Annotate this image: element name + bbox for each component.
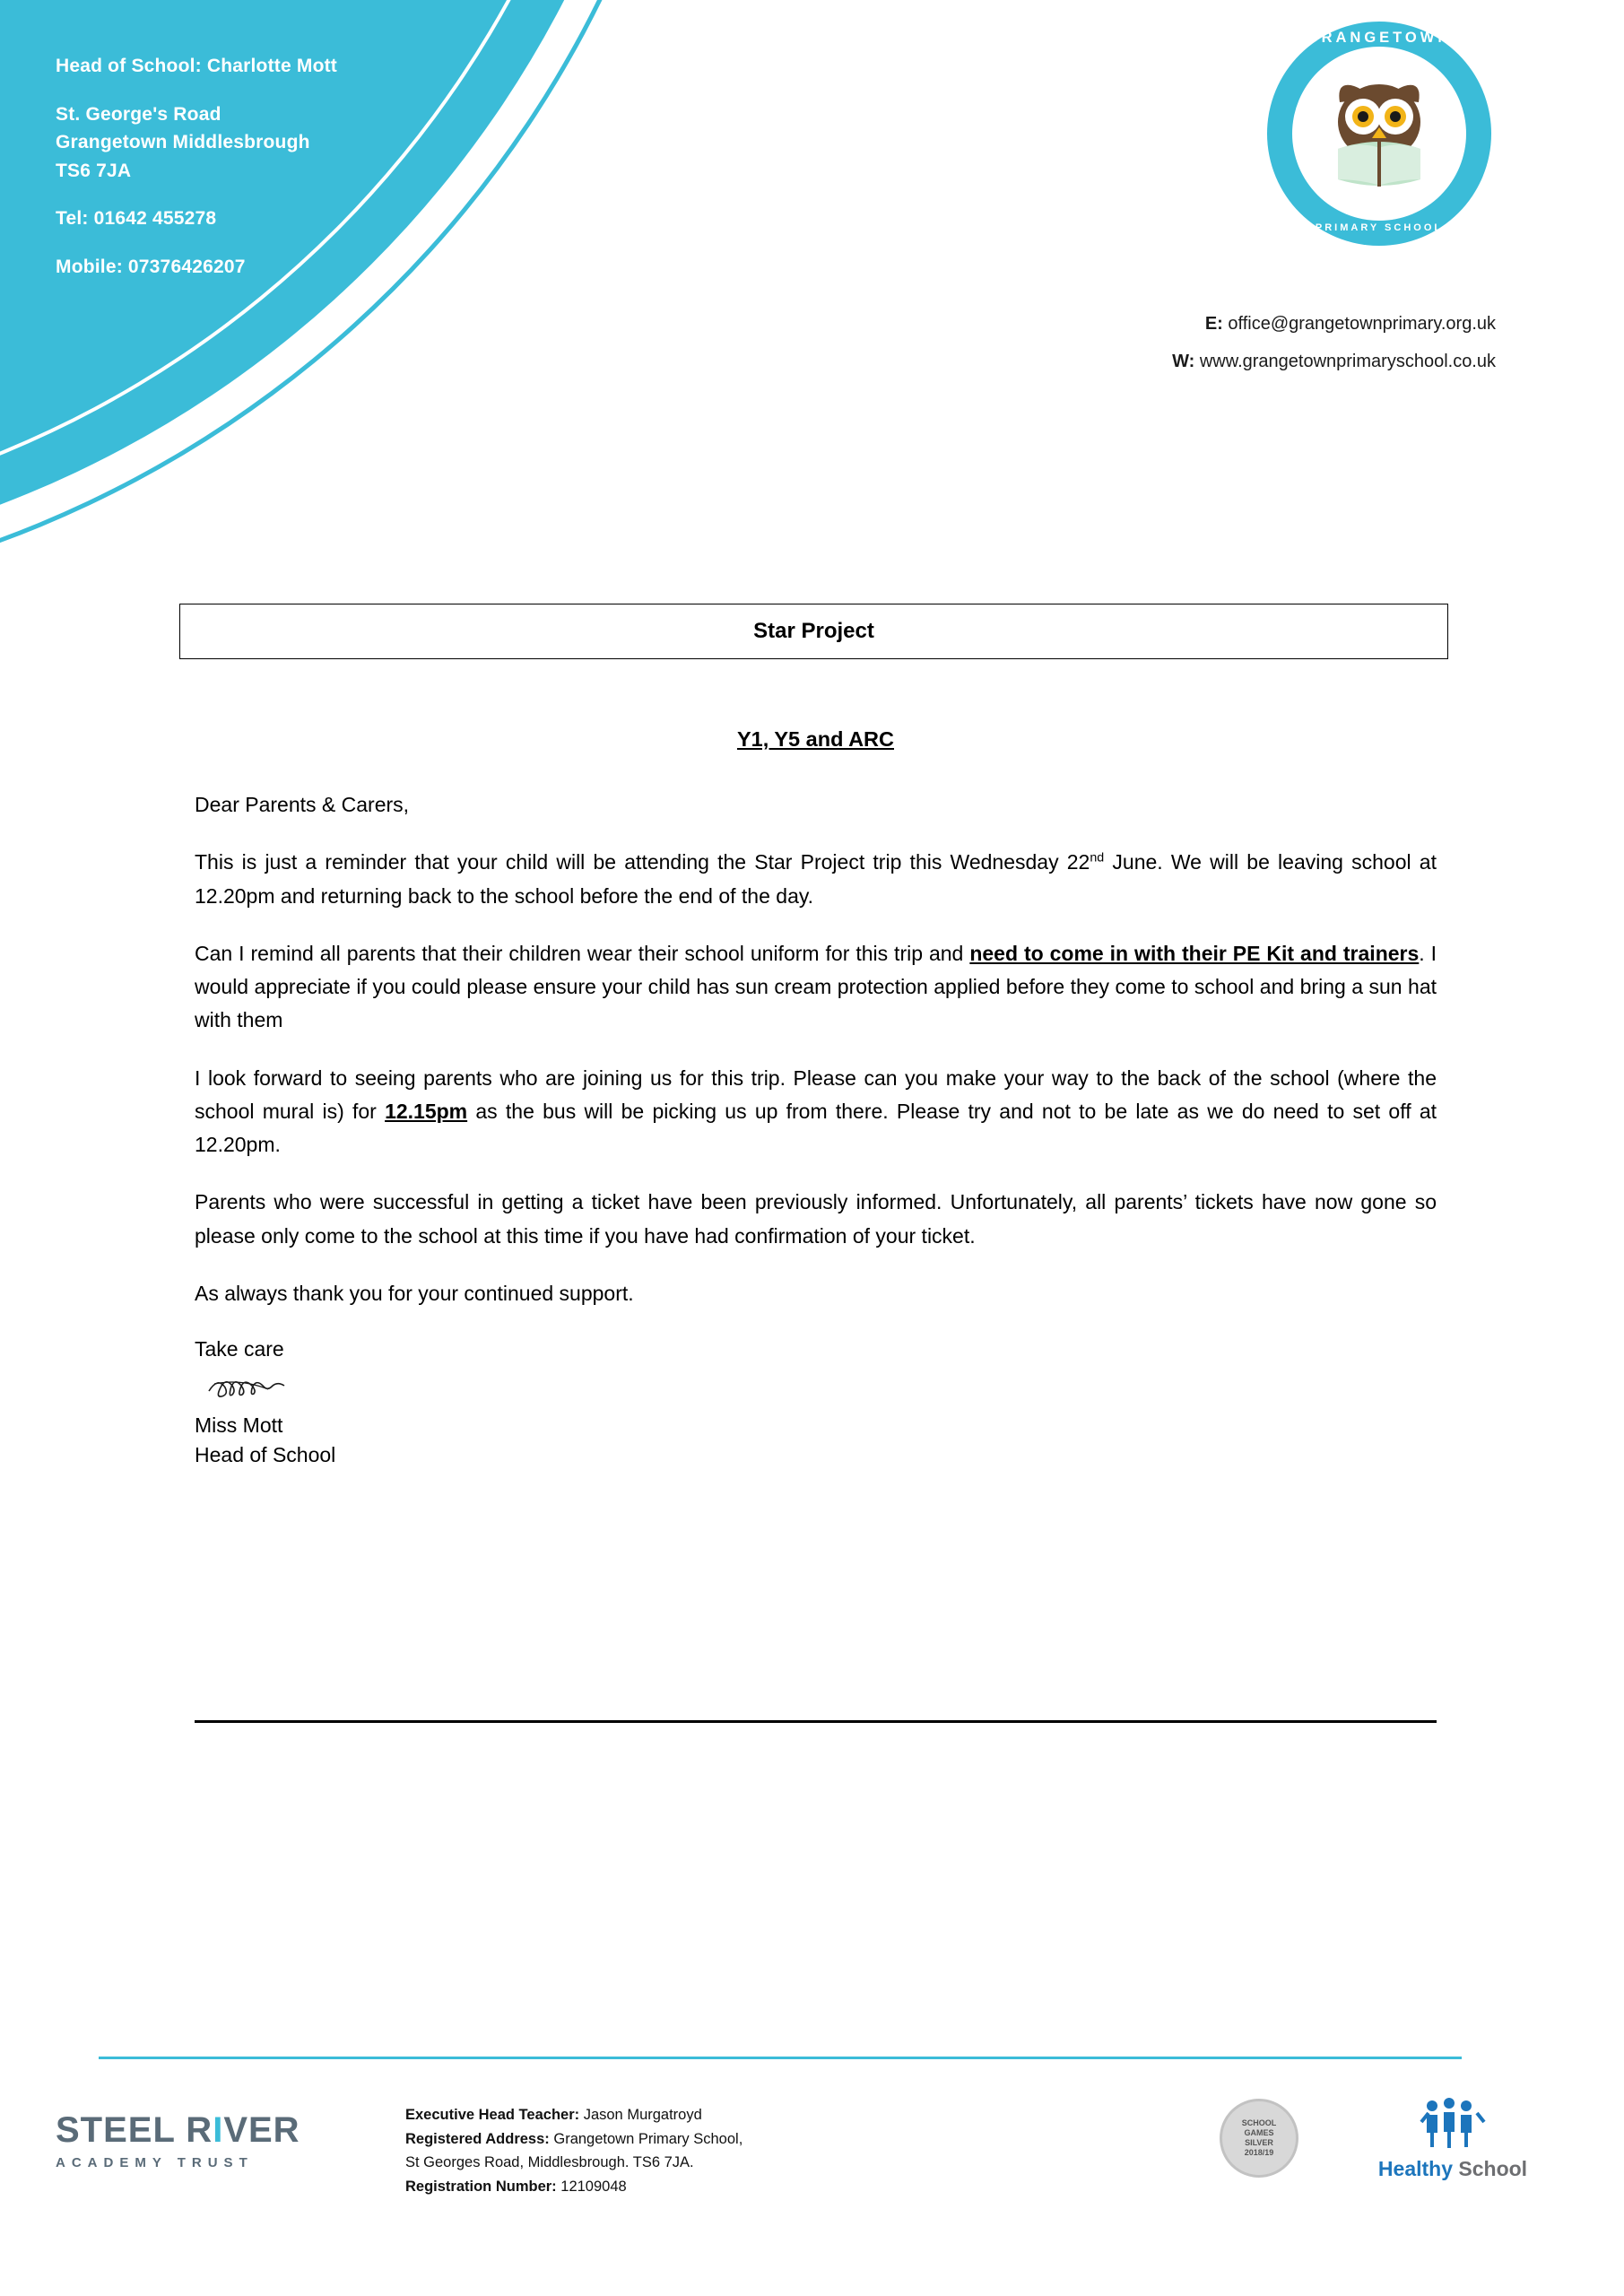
letterhead-header	[0, 0, 1624, 592]
paragraph-2-emphasis: need to come in with their PE Kit and trainers	[969, 941, 1420, 965]
paragraph-5: As always thank you for your continued support.	[195, 1281, 634, 1305]
paragraph-3-emphasis: 12.15pm	[385, 1099, 468, 1123]
mobile-line: Mobile: 07376426207	[56, 256, 246, 277]
paragraph-1-ordinal: nd	[1090, 850, 1105, 865]
school-address	[56, 100, 337, 186]
signoff-name: Miss Mott	[195, 1413, 283, 1437]
paragraph-3	[195, 1062, 1437, 1162]
signoff-block	[195, 1335, 1437, 1470]
sports-badge-line-3: SILVER	[1245, 2138, 1273, 2147]
paragraph-2	[195, 937, 1437, 1038]
address-line-2: Grangetown Middlesbrough	[56, 132, 310, 152]
trust-name-part-1: STEEL R	[56, 2110, 213, 2150]
letter-subject: Y1, Y5 and ARC	[737, 727, 894, 751]
signoff-role: Head of School	[195, 1443, 336, 1467]
trust-logo-subtitle: ACADEMY TRUST	[56, 2155, 254, 2170]
registered-address-line-2: St Georges Road, Middlesbrough. TS6 7JA.	[405, 2154, 694, 2171]
registered-address-value: Grangetown Primary School,	[549, 2130, 743, 2147]
page-title: Star Project	[753, 619, 874, 643]
paragraph-1-text-b: June. We will be leaving school at 12.20pm and returning back to the school before the end of the day.	[195, 850, 1437, 908]
paragraph-2-text-a: Can I remind all parents that their children wear their school uniform for this trip and	[195, 941, 970, 965]
registered-address-label: Registered Address:	[405, 2130, 550, 2147]
telephone-line: Tel: 01642 455278	[56, 208, 217, 229]
address-line-1: St. George's Road	[56, 103, 221, 125]
logo-bottom-text: PRIMARY SCHOOL	[1315, 222, 1444, 233]
exec-head-value: Jason Murgatroyd	[579, 2107, 702, 2123]
footer-divider	[99, 2057, 1462, 2059]
trust-name-accent-letter: I	[213, 2110, 224, 2150]
address-line-3: TS6 7JA	[56, 160, 132, 181]
healthy-word: Healthy	[1377, 2157, 1454, 2180]
web-label: W:	[1172, 352, 1195, 371]
school-word: School	[1453, 2157, 1528, 2180]
paragraph-1	[195, 846, 1437, 913]
logo-top-text: GRANGETOWN	[1306, 30, 1453, 46]
web-value: www.grangetownprimaryschool.co.uk	[1199, 352, 1496, 371]
website-line	[1172, 343, 1496, 380]
trust-name-part-2: VER	[223, 2110, 300, 2150]
registration-number-line	[405, 2175, 743, 2199]
school-logo	[1267, 22, 1491, 246]
paragraph-4: Parents who were successful in getting a ticket have been previously informed. Unfortunately, all parents’ tickets have now gone so please only come to the school at this time if you have had confirmation of your ticket.	[195, 1190, 1437, 1248]
steel-river-trust-logo	[56, 2110, 360, 2170]
head-of-school-line: Head of School: Charlotte Mott	[56, 56, 337, 76]
sports-badge-line-1: SCHOOL	[1241, 2118, 1277, 2127]
salutation: Dear Parents & Carers,	[195, 793, 410, 817]
signoff-take-care: Take care	[195, 1337, 284, 1361]
letter-body	[195, 722, 1437, 1470]
email-web-block	[1172, 305, 1496, 380]
school-contact-block	[56, 52, 337, 281]
healthy-school-people-icon	[1420, 2095, 1486, 2149]
sports-badge-line-2: GAMES	[1244, 2127, 1274, 2137]
footer-registration-details	[405, 2103, 743, 2199]
document-title-box	[179, 604, 1448, 659]
owl-icon	[1316, 72, 1442, 196]
healthy-school-logo	[1372, 2095, 1533, 2181]
registration-label: Registration Number:	[405, 2179, 557, 2196]
exec-head-line	[405, 2103, 743, 2127]
paragraph-3-text-b: as the bus will be picking us up from there. Please try and not to be late as we do need to set off at 12.20pm.	[195, 1099, 1437, 1157]
trust-logo-text	[56, 2110, 360, 2151]
body-divider	[195, 1720, 1437, 1723]
registered-address-line-1	[405, 2127, 743, 2152]
paragraph-2-text-b: . I would appreciate if you could please ensure your child has sun cream protection applied before they come to school and bring a sun hat with them	[195, 941, 1437, 1032]
exec-head-label: Executive Head Teacher:	[405, 2107, 580, 2123]
paragraph-3-text-a: I look forward to seeing parents who are joining us for this trip. Please can you make your way to the back of the school (where the school mural is) for	[195, 1065, 1437, 1123]
email-line	[1172, 305, 1496, 343]
healthy-school-text	[1372, 2157, 1533, 2181]
sports-badge-line-4: 2018/19	[1244, 2148, 1274, 2158]
school-games-silver-badge	[1220, 2099, 1298, 2178]
email-label: E:	[1204, 314, 1223, 334]
signature-icon	[205, 1366, 340, 1402]
registration-value: 12109048	[556, 2179, 627, 2196]
email-value: office@grangetownprimary.org.uk	[1228, 314, 1496, 334]
paragraph-1-text-a: This is just a reminder that your child will be attending the Star Project trip this Wednesday 22	[195, 850, 1090, 874]
